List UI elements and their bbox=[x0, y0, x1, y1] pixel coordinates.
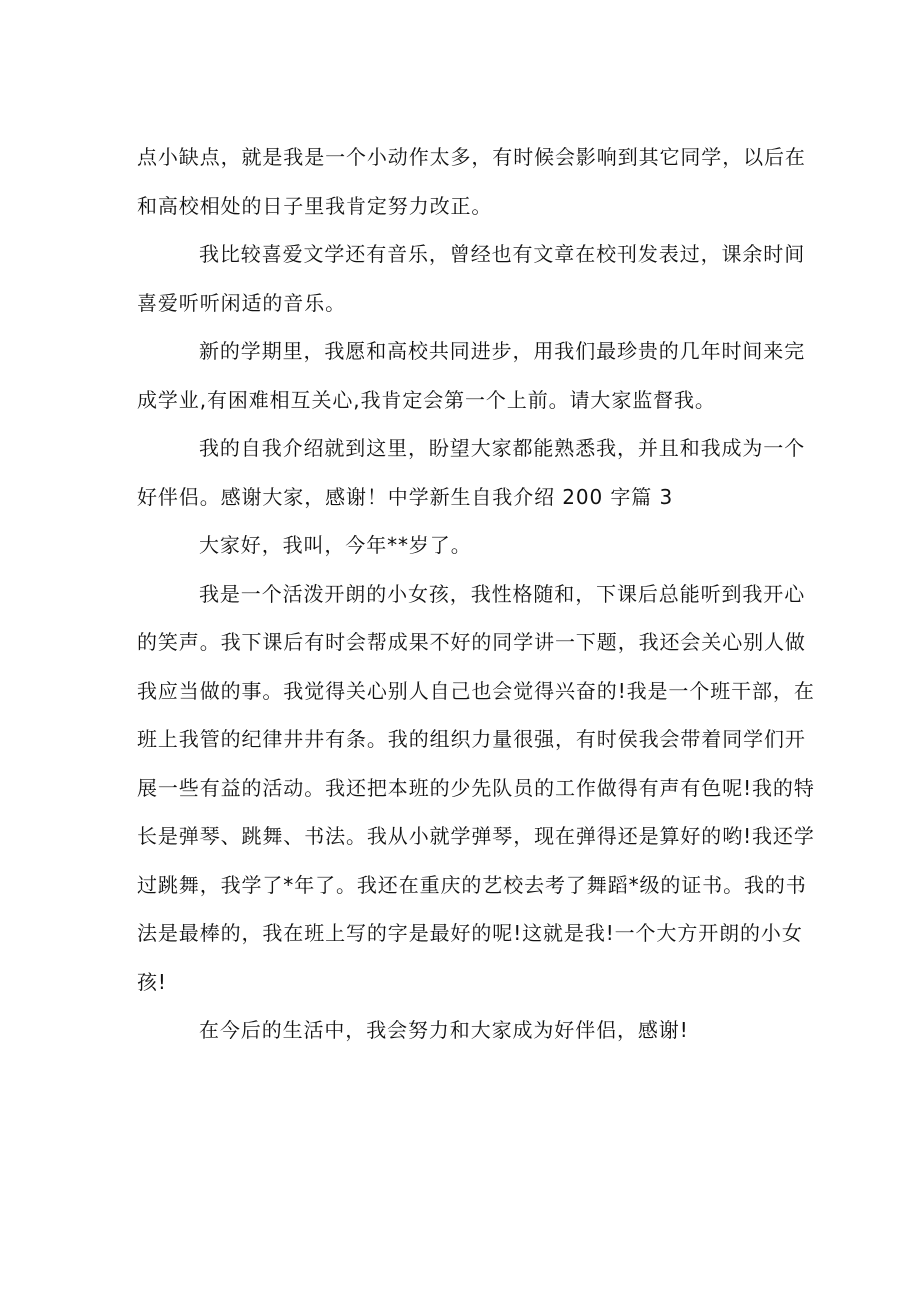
text-line: 好伴侣。感谢大家，感谢！中学新生自我介绍 200 字篇 3 bbox=[137, 484, 674, 509]
text-line: 展一些有益的活动。我还把本班的少先队员的工作做得有声有色呢!我的特 bbox=[137, 775, 815, 800]
text-line: 法是最棒的，我在班上写的字是最好的呢!这就是我!一个大方开朗的小女 bbox=[137, 921, 803, 945]
paragraph-4 bbox=[137, 424, 806, 521]
text-line: 和高校相处的日子里我肯定努力改正。 bbox=[137, 193, 493, 218]
paragraph-6 bbox=[137, 570, 815, 1007]
text-line: 成学业,有困难相互关心,我肯定会第一个上前。请大家监督我。 bbox=[137, 387, 716, 412]
paragraph-3 bbox=[137, 327, 806, 424]
paragraph-1 bbox=[137, 133, 806, 230]
text-line: 新的学期里，我愿和高校共同进步，用我们最珍贵的几年时间来完 bbox=[199, 339, 806, 363]
text-line: 喜爱听听闲适的音乐。 bbox=[137, 290, 346, 315]
text-line: 过跳舞，我学了*年了。我还在重庆的艺校去考了舞蹈*级的证书。我的书 bbox=[137, 872, 807, 897]
text-line: 点小缺点，就是我是一个小动作太多，有时候会影响到其它同学，以后在 bbox=[137, 145, 806, 169]
text-line: 我应当做的事。我觉得关心别人自己也会觉得兴奋的!我是一个班干部，在 bbox=[137, 678, 815, 703]
text-line: 长是弹琴、跳舞、书法。我从小就学弹琴，现在弹得还是算好的哟!我还学 bbox=[137, 824, 815, 848]
text-line: 我比较喜爱文学还有音乐，曾经也有文章在校刊发表过，课余时间 bbox=[199, 242, 806, 266]
text-line: 在今后的生活中，我会努力和大家成为好伴侣，感谢! bbox=[199, 1018, 689, 1042]
text-line: 的笑声。我下课后有时会帮成果不好的同学讲一下题，我还会关心别人做 bbox=[137, 630, 806, 654]
text-line: 孩! bbox=[137, 969, 167, 994]
paragraph-5 bbox=[137, 521, 789, 570]
text-line: 我的自我介绍就到这里，盼望大家都能熟悉我，并且和我成为一个 bbox=[199, 436, 806, 460]
paragraph-2 bbox=[137, 230, 806, 327]
text-line: 班上我管的纪律井井有条。我的组织力量很强，有时侯我会带着同学们开 bbox=[137, 727, 806, 751]
text-line: 大家好，我叫，今年**岁了。 bbox=[199, 533, 472, 557]
paragraph-7 bbox=[137, 1006, 789, 1055]
text-line: 我是一个活泼开朗的小女孩，我性格随和，下课后总能听到我开心 bbox=[199, 581, 806, 606]
document-body bbox=[137, 133, 815, 1055]
